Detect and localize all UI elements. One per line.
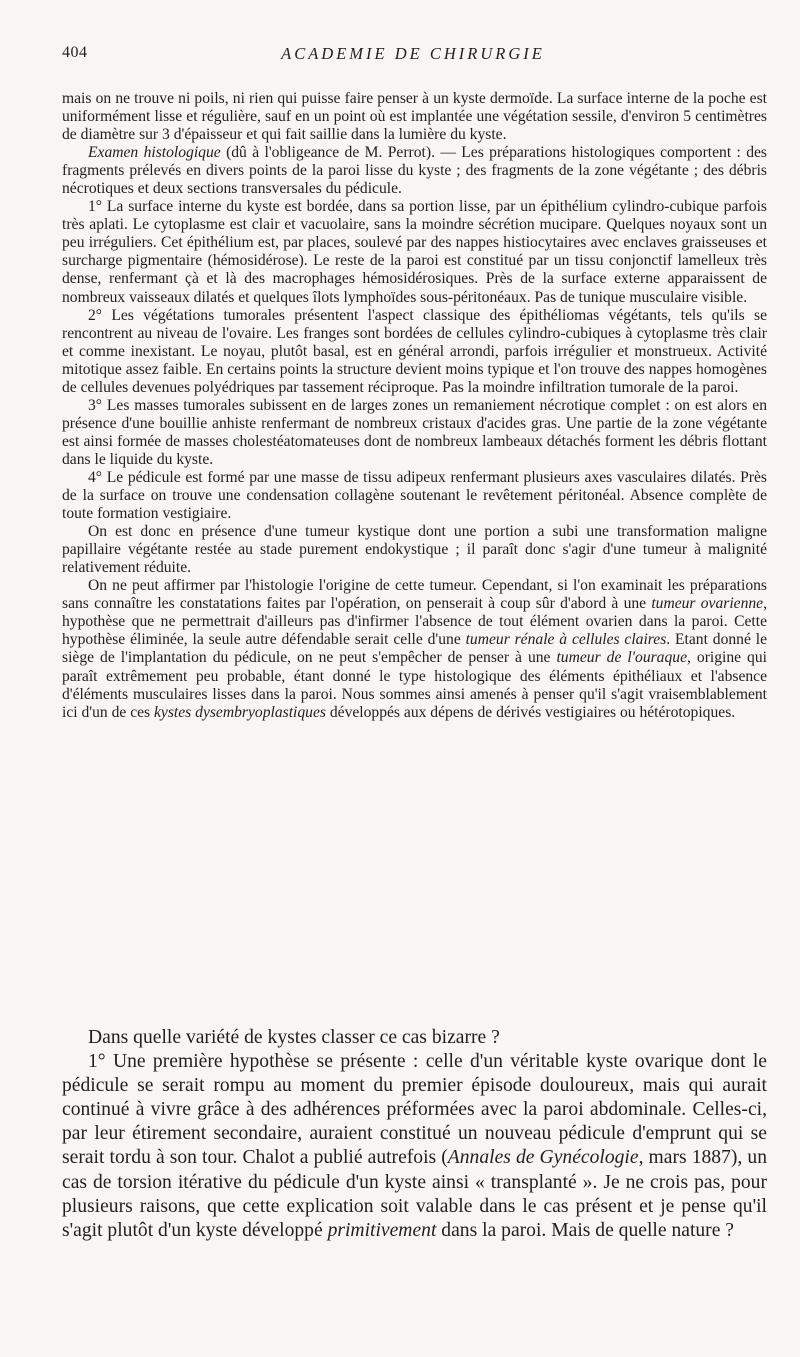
hypothesis-paragraph [62, 1050, 767, 1243]
text-run: , hypothèse que ne permettrait d'ailleurs pas d'infirmer l'absence de tout élément ovarien dans la paroi. Cette hypothèse éliminée, la seule autre défendable serait celle d'une [62, 595, 767, 649]
italic-heading: Examen histologique [88, 144, 221, 162]
paragraph-origin [62, 577, 767, 721]
text-run: 1° Une première hypothèse se présente : celle d'un véritable kyste ovarique dont le pédicule se serait rompu au moment du premier épisode douloureux, mais qui aurait continué à vivre grâce à des adhérences préformées avec la paroi abdominale. Celles-ci, par leur étirement secondaire, auraient constitué un nouveau pédicule d'emprunt qui se serait tordu à son tour. Chalot a publié autrefois ( [62, 1051, 767, 1169]
page-header [62, 44, 764, 68]
text-run: . Etant donné le siège de l'implantation du pédicule, on ne peut s'empêcher de penser à une [62, 631, 767, 667]
text-run: développés aux dépens de dérivés vestigiaires ou hétérotopiques. [325, 703, 736, 721]
paragraph-point-2: 2° Les végétations tumorales présentent l'aspect classique des épithéliomas végétants, tels qu'ils se rencontrent au niveau de l'ovaire. Les franges sont bordées de cellules cylindro-cubiques à cytoplasme très clair et comme inexistant. Le noyau, plutôt basal, est en général arrondi, parfois irrégulier et monstrueux. Activité mitotique assez faible. En certains points la structure devient moins typique et l'on trouve des nappes homogènes de cellules devenues polyédriques par tassement réciproque. Pas la moindre infiltration tumorale de la paroi. [62, 306, 767, 396]
running-head: ACADEMIE DE CHIRURGIE [281, 44, 545, 63]
text-run: , mars 1887), un cas de torsion itérative du pédicule d'un kyste ainsi « transplanté ». Je ne crois pas, pour plusieurs raisons, que cette explication soit valable dans le cas présent et je pense qu'il s'agit plutôt d'un kyste développé [62, 1147, 767, 1241]
text-run: On ne peut affirmer par l'histologie l'origine de cette tumeur. Cependant, si l'on examinait les préparations sans connaître les constatations faites par l'opération, on penserait à coup sûr d'abord à une [62, 577, 767, 613]
paragraph-conclusion: On est donc en présence d'une tumeur kystique dont une portion a subi une transformation maligne papillaire végétante restée au stade purement endokystique ; il paraît donc s'agir d'une tumeur à malignité relativement réduite. [62, 523, 767, 577]
italic-term: tumeur de l'ouraque [556, 649, 687, 667]
italic-term: tumeur ovarienne [651, 595, 764, 613]
small-print-section [62, 90, 767, 722]
paragraph-histology-intro [62, 144, 767, 198]
italic-term: kystes dysembryoplastiques [154, 703, 326, 721]
paragraph-point-3: 3° Les masses tumorales subissent en de larges zones un remaniement nécrotique complet : on est alors en présence d'une bouillie anhiste renfermant de nombreux cristaux d'acides gras. Une partie de la zone végétante est ainsi formée de masses cholestéatomateuses dont de nombreux lambeaux détachés forment les débris flottant dans le liquide du kyste. [62, 396, 767, 468]
text-run: , origine qui paraît extrêmement peu probable, étant donné le type histologique des éléments épithéliaux et l'absence d'éléments musculaires lisses dans la paroi. Nous sommes ainsi amenés à penser qu'il s'agit vraisemblablement ici d'un de ces [62, 649, 767, 721]
paragraph-point-1: 1° La surface interne du kyste est bordée, dans sa portion lisse, par un épithélium cylindro-cubique parfois très aplati. Le cytoplasme est clair et vacuolaire, sans la moindre sécrétion mucipare. Quelques noyaux sont un peu irréguliers. Cet épithélium est, par places, soulevé par des nappes histiocytaires avec enclaves graisseuses et surcharge pigmentaire (hémosidérose). Le reste de la paroi est constitué par un tissu conjonctif lamelleux très dense, renfermant çà et là des macrophages hémosidérosiques. Près de la surface externe apparaissent de nombreux vaisseaux dilatés et quelques îlots lymphoïdes sous-péritonéaux. Pas de tunique musculaire visible. [62, 198, 767, 306]
paragraph-text: (dû à l'obligeance de M. Perrot). — Les préparations histologiques comportent : des fragments prélevés en divers points de la paroi lisse du kyste ; des fragments de la zone végétante ; des débris nécrotiques et deux sections transversales du pédicule. [62, 144, 768, 198]
italic-term: tumeur rénale à cellules claires [465, 631, 667, 649]
large-print-section [62, 1026, 767, 1243]
question-paragraph: Dans quelle variété de kystes classer ce cas bizarre ? [88, 1027, 500, 1048]
page-number: 404 [62, 44, 88, 61]
paragraph-point-4: 4° Le pédicule est formé par une masse de tissu adipeux renfermant plusieurs axes vasculaires dilatés. Près de la surface on trouve une condensation collagène soutenant le revêtement péritonéal. Absence complète de toute formation vestigiaire. [62, 468, 767, 523]
paragraph-continuation: mais on ne trouve ni poils, ni rien qui puisse faire penser à un kyste dermoïde. La surface interne de la poche est uniformément lisse et régulière, sauf en un point où est implantée une végétation sessile, d'environ 5 centimètres de diamètre sur 3 d'épaisseur et qui fait saillie dans la lumière du kyste. [62, 90, 767, 144]
italic-citation: Annales de Gynécologie [447, 1147, 639, 1169]
italic-term: primitivement [327, 1219, 437, 1241]
text-run: dans la paroi. Mais de quelle nature ? [436, 1219, 734, 1241]
